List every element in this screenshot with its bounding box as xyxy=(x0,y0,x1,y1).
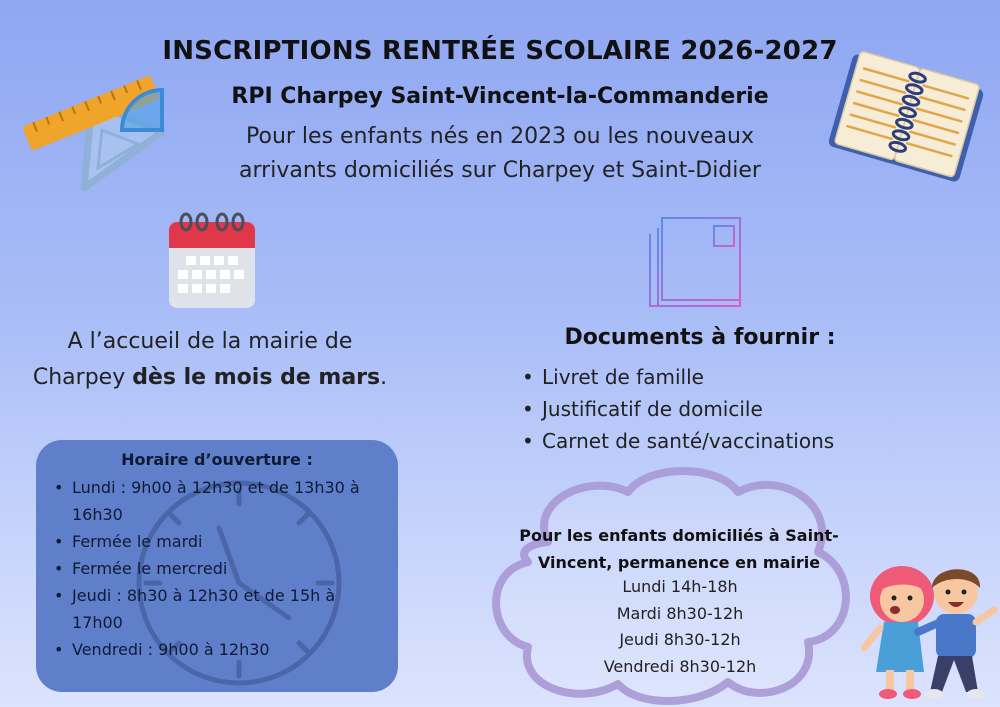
list-item: Mardi 8h30-12h xyxy=(616,603,744,623)
permanence-title xyxy=(508,522,850,576)
list-item: • Justificatif de domicile xyxy=(522,393,834,425)
accueil-date: dès le mois de mars xyxy=(132,365,381,390)
permanence-title-line-2: Vincent, permanence en mairie xyxy=(537,553,821,572)
list-item: Vendredi 8h30-12h xyxy=(603,656,757,676)
intro-line-1: Pour les enfants nés en 2023 ou les nouveaux xyxy=(246,124,754,149)
accueil-prefix: Charpey xyxy=(32,365,133,390)
children-illustration xyxy=(858,552,1000,702)
documents-list xyxy=(522,361,834,457)
list-item: • Carnet de santé/vaccinations xyxy=(522,425,834,457)
permanence-title-line-1: Pour les enfants domiciliés à Saint- xyxy=(519,526,839,545)
page-title: INSCRIPTIONS RENTRÉE SCOLAIRE 2026-2027 xyxy=(162,36,838,66)
permanence-list xyxy=(580,574,780,680)
list-item: • Fermée le mercredi xyxy=(50,555,390,582)
hours-title: Horaire d’ouverture : xyxy=(121,450,313,469)
intro-line-2: arrivants domiciliés sur Charpey et Saint-Didier xyxy=(239,158,761,183)
accueil-suffix: . xyxy=(380,365,388,390)
list-item: • Fermée le mardi xyxy=(50,528,390,555)
list-item: Lundi 14h-18h xyxy=(622,577,738,596)
list-item: Jeudi 8h30-12h xyxy=(619,630,741,649)
accueil-line-1: A l’accueil de la mairie de xyxy=(67,329,353,354)
documents-title: Documents à fournir : xyxy=(564,325,836,350)
list-item: • Vendredi : 9h00 à 12h30 xyxy=(50,636,390,663)
calendar-icon xyxy=(166,210,258,310)
intro-text xyxy=(150,120,850,188)
hours-list xyxy=(50,474,390,663)
newspaper-icon xyxy=(646,214,746,310)
page-subtitle: RPI Charpey Saint-Vincent-la-Commanderie xyxy=(231,84,769,109)
list-item: • Lundi : 9h00 à 12h30 et de 13h30 à 16h30 xyxy=(50,474,390,528)
list-item: • Jeudi : 8h30 à 12h30 et de 15h à 17h00 xyxy=(50,582,390,636)
ruler-triangle-icon xyxy=(14,60,174,195)
list-item: • Livret de famille xyxy=(522,361,834,393)
notebook-icon xyxy=(826,48,986,188)
opening-hours-box xyxy=(36,440,398,692)
accueil-text xyxy=(0,324,420,396)
accueil-line-2 xyxy=(0,360,420,396)
